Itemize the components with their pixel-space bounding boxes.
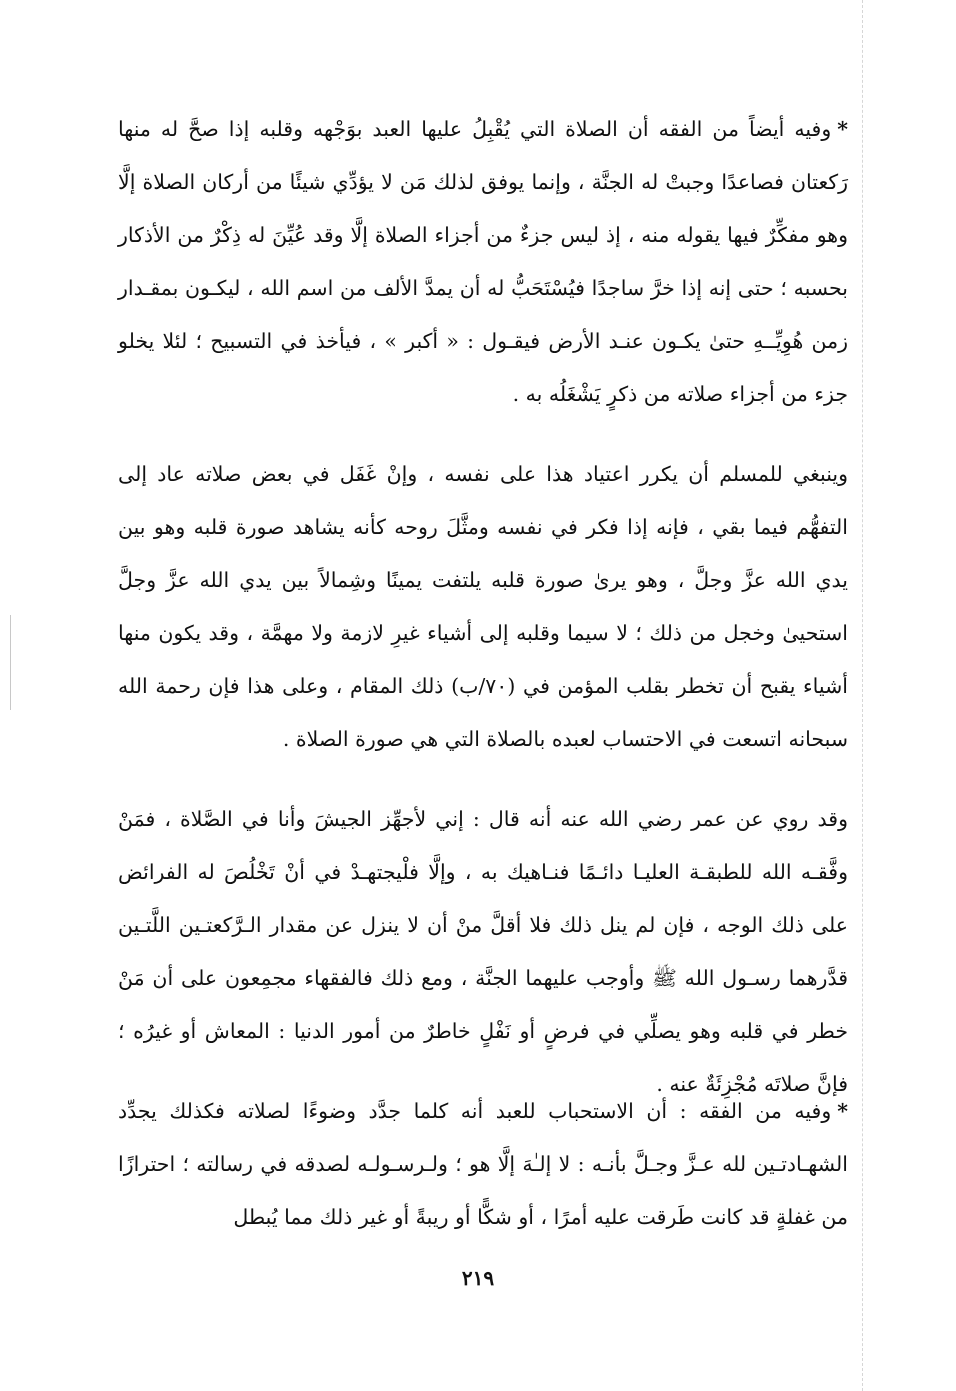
paragraph-text: وفيه أيضاً من الفقه أن الصلاة التي يُقْبِلُ عليها العبد بوَجْهه وقلبه إذا صحَّ له منها رَكعتان فصاعدًا وجبتْ له الجنَّة ، وإنما يوفق لذلك مَن لا يؤدِّي شيئًا من أركان الصلاة إلَّا وهو مفكِّرٌ فيها يقوله منه ، إذ ليس جزءٌ من أجزاء الصلاة إلَّا وقد عُيِّنَ له ذِكْرٌ من الأذكار بحسبه ؛ حتى إنه إذا خرَّ ساجدًا فيُسْتَحَبُّ له أن يمدَّ الألف من اسم الله ، ليكـون بمقـدار زمن هُوِيِّــهِ حتىٰ يكـون عنـد الأرض فيقـول : « أكبر » ، فيأخذ في التسبيح ؛ لئلا يخلو جزء من أجزاء صلاته من ذكرٍ يَشْغَلُه به . xyxy=(118,117,848,406)
scan-edge-mark xyxy=(10,615,11,710)
paragraph-3 xyxy=(118,793,848,1111)
paragraph-text: وفيه من الفقه : أن الاستحباب للعبد أنه كلما جدَّد وضوءًا لصلاته فكذلك يجدِّد الشهـادتـين لله عـزَّ وجـلَّ بأنـه : لا إلـٰهَ إلَّا هو ؛ ولـرسـولـه لصدقه في رسالته ؛ احترازًا من غفلةٍ قد كانت طَرقت عليه أمرًا ، أو شكًّا أو ريبةً أو غير ذلك مما يُبطل xyxy=(118,1099,848,1229)
paragraph-bullet: * xyxy=(837,1099,848,1123)
paragraph-text: وقد روي عن عمر رضي الله عنه أنه قال : إني لأجهِّز الجيشَ وأنا في الصَّلاة ، فمَنْ وفَّقـه الله للطبقـة العليـا دائـمًا فنـاهيك به ، وإلَّا فلْيجتهـدْ في أنْ تَخْلُصَ له الفرائض على ذلك الوجه ، فإن لم ينل ذلك فلا أقلَّ منْ أن لا ينزل عن مقدار الـرَّكعتـين اللَّتـين قدَّرهما رسـول الله ﷺ وأوجب عليهما الجنَّة ، ومع ذلك فالفقهاء مجمِعون على أن مَنْ خطر في قلبه وهو يصلِّي في فرضٍ أو نَفْلٍ خاطرٌ من أمور الدنيا : المعاش أو غيرُه ؛ فإنَّ صلاتَه مُجْزِئَةٌ عنه . xyxy=(118,807,848,1096)
paragraph-bullet: * xyxy=(837,117,848,141)
paragraph-2 xyxy=(118,448,848,766)
page-number: ٢١٩ xyxy=(461,1266,495,1290)
paragraph-1 xyxy=(118,103,848,421)
paragraph-4 xyxy=(118,1085,848,1244)
scan-margin-line xyxy=(862,0,863,1391)
paragraph-text: وينبغي للمسلم أن يكرر اعتياد هذا على نفسه ، وإنْ غَفَل في بعض صلاته عاد إلى التفهُّم فيما بقي ، فإنه إذا فكر في نفسه ومثَّلَ روحه كأنه يشاهد صورة قلبه وهو بين يدي الله عزَّ وجلَّ ، وهو يرىٰ صورة قلبه يلتفت يمينًا وشِمالاً بين يدي الله عزَّ وجلَّ استحيىٰ وخجل من ذلك ؛ لا سيما وقلبه إلى أشياء غيرِ لازمة ولا مهمَّة ، وقد يكون منها أشياء يقبح أن تخطر بقلب المؤمن في (٧٠/ب) ذلك المقام ، وعلى هذا فإن رحمة الله سبحانه اتسعت في الاحتساب لعبده بالصلاة التي هي صورة الصلاة . xyxy=(118,462,848,751)
